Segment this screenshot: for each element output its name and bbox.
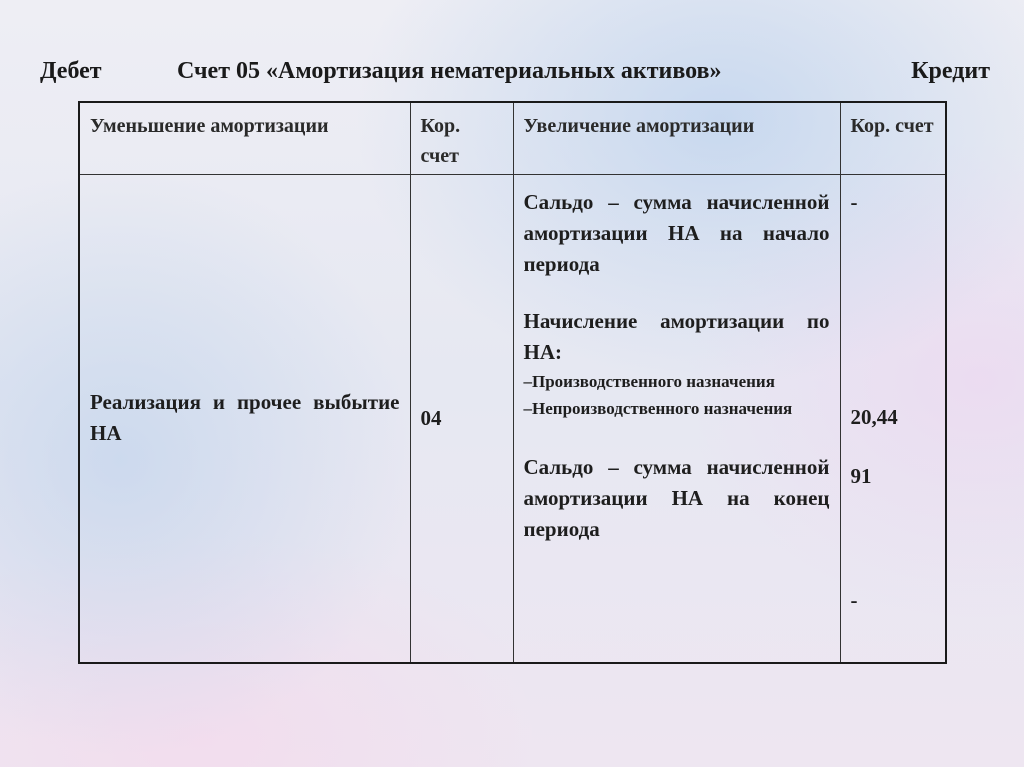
opening-balance: Сальдо – сумма начисленной амортизации НА на начало периода	[523, 189, 830, 276]
credit-label: Кредит	[911, 58, 990, 84]
header-row	[79, 102, 946, 174]
debit-entry: Реализация и прочее выбытие НА	[90, 390, 400, 446]
header-corr-account-right: Кор. счет	[840, 102, 946, 174]
header-decrease: Уменьшение амортизации	[79, 102, 410, 174]
header-corr-account-left: Кор. счет	[410, 102, 513, 174]
debit-label: Дебет	[40, 58, 102, 84]
credit-corr-cell	[840, 174, 946, 663]
accrual-production: –Производственного назначения	[523, 371, 775, 391]
body-row	[79, 174, 946, 663]
debit-entry-cell	[79, 174, 410, 663]
debit-corr-account: 04	[420, 405, 442, 430]
accrual-heading: Начисление амортизации по НА:	[523, 308, 830, 364]
corr-closing: -	[850, 587, 858, 612]
corr-production: 20,44	[850, 404, 898, 429]
accrual-non-production: –Непроизводственного назначения	[523, 398, 793, 418]
debit-corr-cell	[410, 174, 513, 663]
closing-balance: Сальдо – сумма начисленной амортизации НА на конец периода	[523, 454, 830, 541]
corr-non-production: 91	[850, 463, 872, 488]
account-title: Счет 05 «Амортизация нематериальных активов»	[177, 58, 722, 84]
slide-title	[40, 58, 990, 94]
credit-entries-cell	[513, 174, 840, 663]
account-table	[78, 101, 947, 664]
corr-opening: -	[850, 189, 858, 214]
header-increase: Увеличение амортизации	[513, 102, 840, 174]
